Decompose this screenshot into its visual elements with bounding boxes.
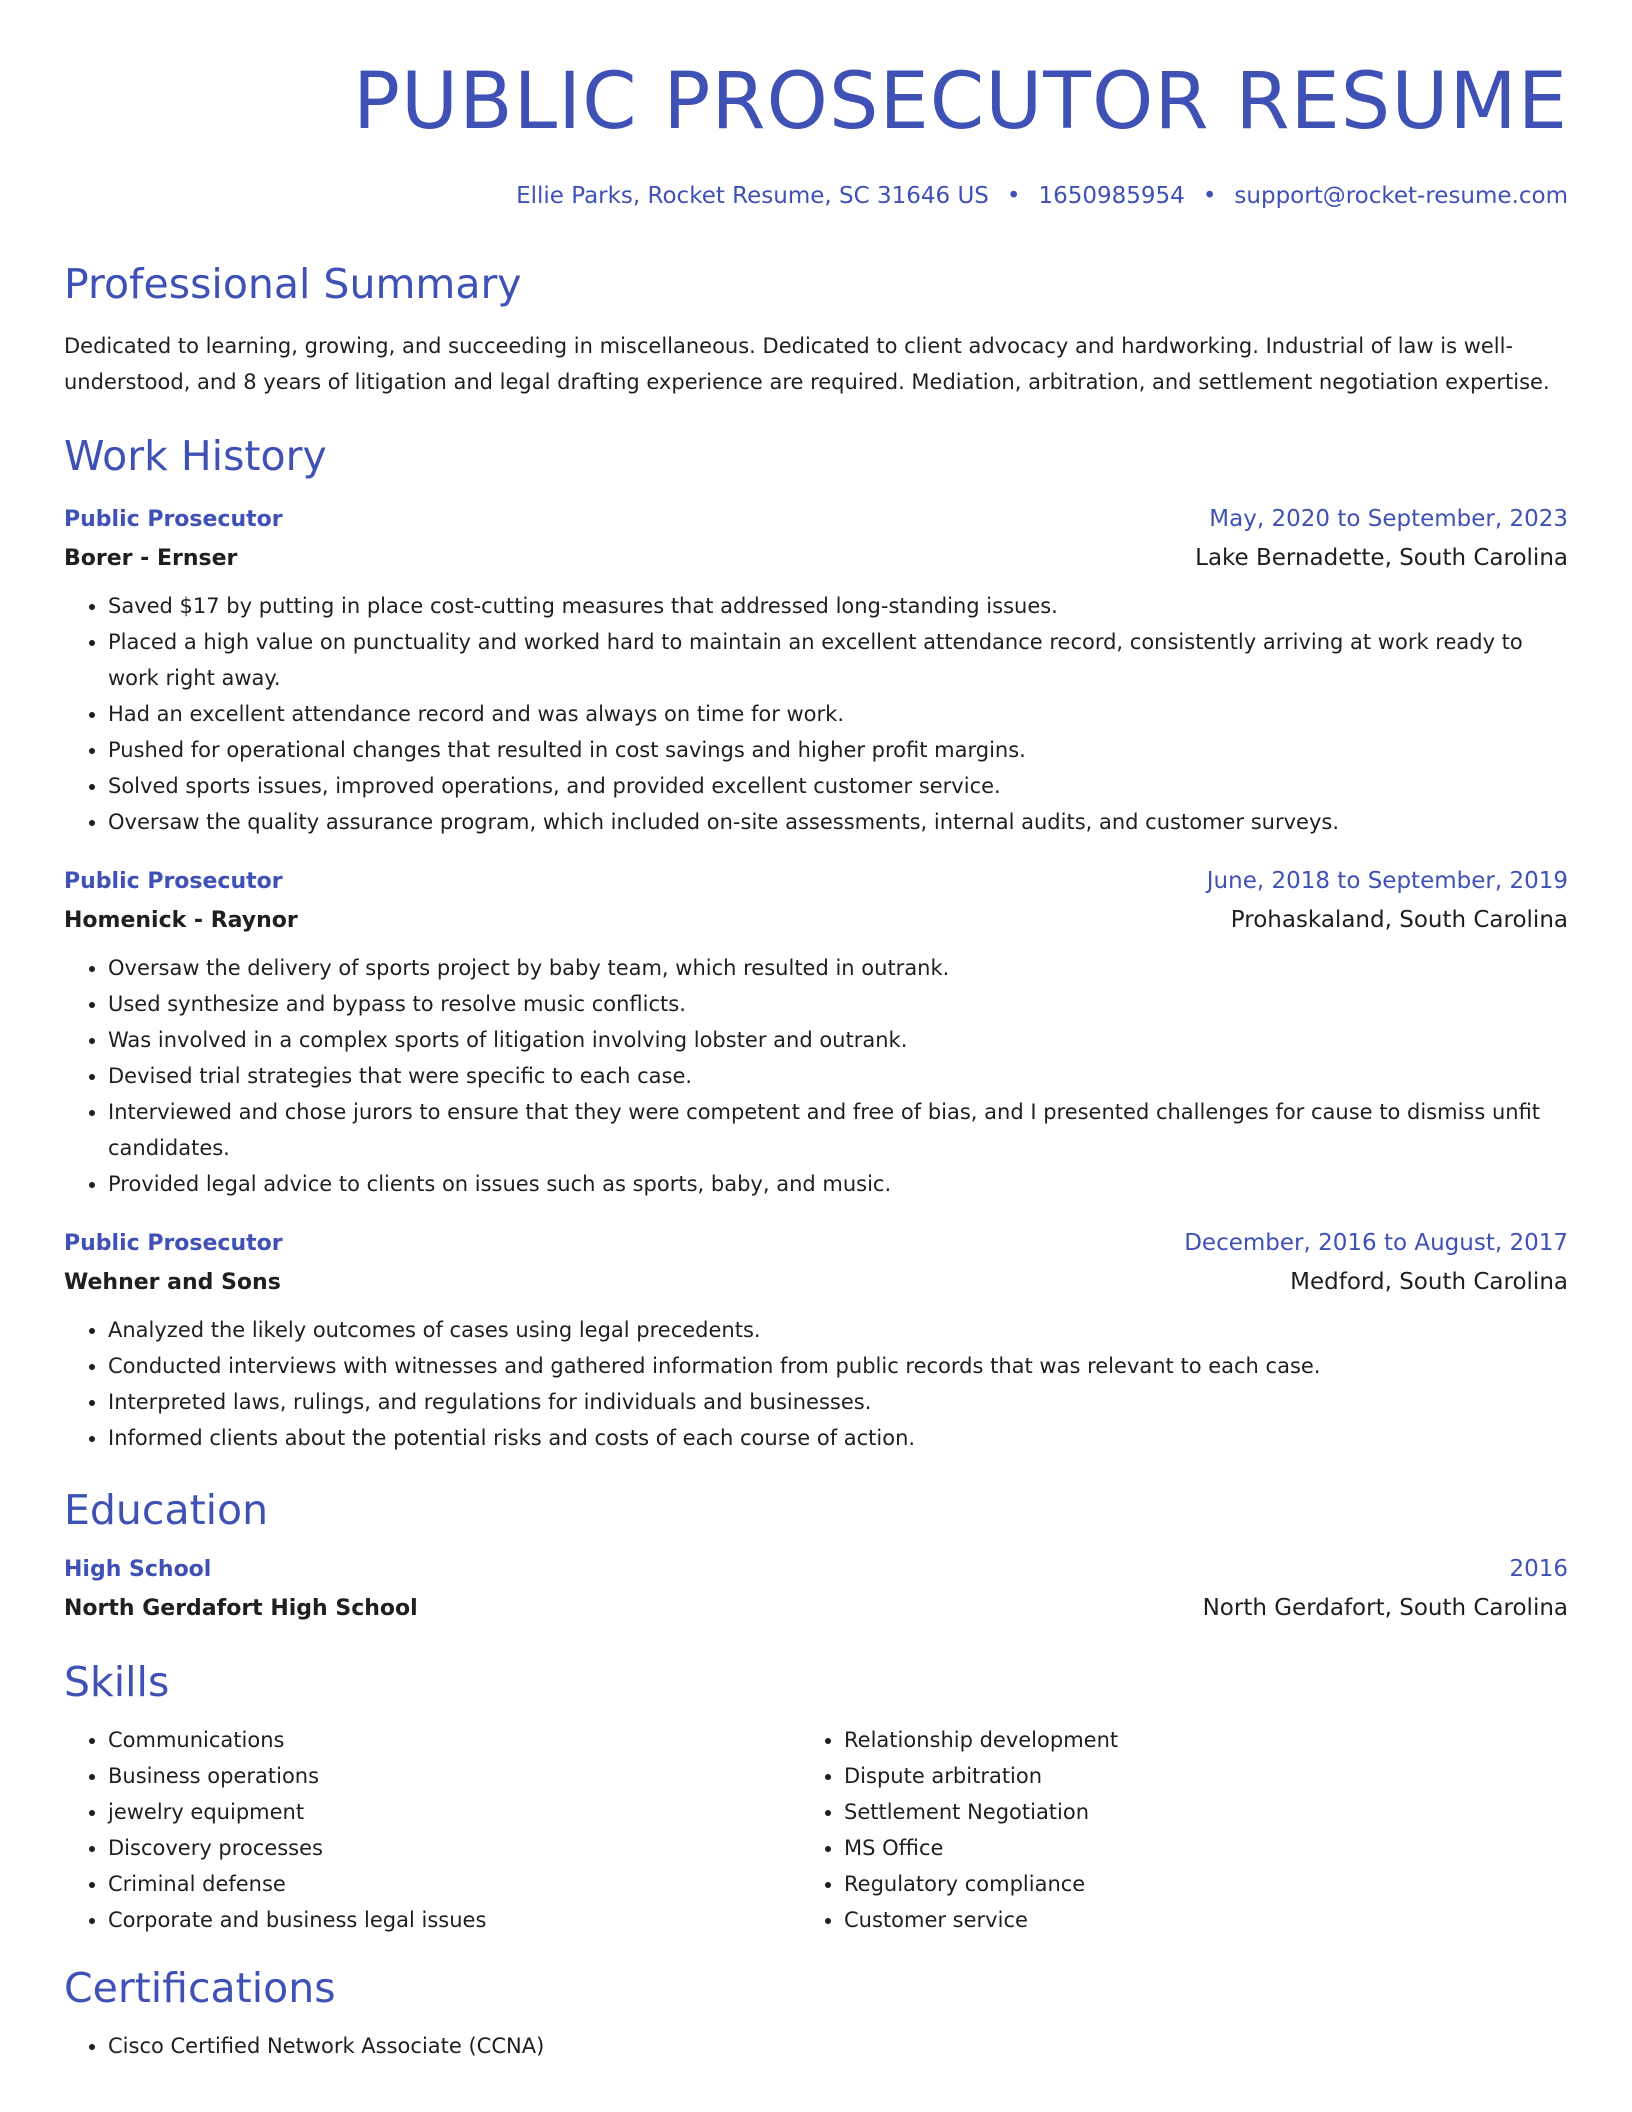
- education-entry: [64, 1550, 1568, 1628]
- job-company: Wehner and Sons: [64, 1270, 281, 1295]
- job-bullet: • Informed clients about the potential risks and costs of each course of action.: [108, 1420, 1568, 1456]
- job-bullets: [64, 950, 1568, 1202]
- job-location: Medford, South Carolina: [1290, 1269, 1568, 1295]
- contact-separator: •: [1006, 183, 1021, 209]
- certification-item: • Cisco Certified Network Associate (CCNA): [108, 2028, 1568, 2064]
- education-degree: High School: [64, 1557, 212, 1582]
- job-bullet: • Interviewed and chose jurors to ensure that they were competent and free of bias, and I presented challenges for cause to dismiss unfit candidates.: [108, 1094, 1568, 1166]
- job-dates: May, 2020 to September, 2023: [1209, 506, 1568, 532]
- job-entry: [64, 1224, 1568, 1456]
- job-bullets: [64, 588, 1568, 840]
- summary-heading: Professional Summary: [64, 260, 522, 308]
- resume-page: [64, 0, 1568, 2064]
- skill-item: • Business operations: [108, 1758, 800, 1794]
- education-location: North Gerdafort, South Carolina: [1202, 1595, 1568, 1621]
- job-title-row: [64, 1224, 1568, 1263]
- skills-heading: Skills: [64, 1658, 170, 1706]
- job-bullet: • Placed a high value on punctuality and worked hard to maintain an excellent attendance record, consistently arriving at work ready to work right away.: [108, 624, 1568, 696]
- job-entry: [64, 500, 1568, 840]
- job-title: Public Prosecutor: [64, 869, 283, 894]
- skills-list: [800, 1722, 1536, 1938]
- work-history-heading: Work History: [64, 432, 327, 480]
- job-dates: June, 2018 to September, 2019: [1206, 868, 1568, 894]
- contact-phone: 1650985954: [1038, 183, 1185, 209]
- job-bullet: • Solved sports issues, improved operations, and provided excellent customer service.: [108, 768, 1568, 804]
- job-title: Public Prosecutor: [64, 507, 283, 532]
- job-bullet: • Oversaw the quality assurance program, which included on-site assessments, internal audits, and customer surveys.: [108, 804, 1568, 840]
- job-bullet: • Devised trial strategies that were specific to each case.: [108, 1058, 1568, 1094]
- job-bullet: • Conducted interviews with witnesses and gathered information from public records that was relevant to each case.: [108, 1348, 1568, 1384]
- skill-item: • Relationship development: [844, 1722, 1536, 1758]
- skill-item: • jewelry equipment: [108, 1794, 800, 1830]
- contact-email[interactable]: support@rocket-resume.com: [1234, 183, 1568, 209]
- document-title: PUBLIC PROSECUTOR RESUME: [352, 57, 1568, 147]
- contact-address: Ellie Parks, Rocket Resume, SC 31646 US: [516, 183, 989, 209]
- contact-line: [64, 180, 1568, 212]
- skill-item: • Settlement Negotiation: [844, 1794, 1536, 1830]
- skill-item: • Dispute arbitration: [844, 1758, 1536, 1794]
- education-school: North Gerdafort High School: [64, 1596, 418, 1621]
- education-school-row: [64, 1589, 1568, 1628]
- job-bullets: [64, 1312, 1568, 1456]
- job-company-row: [64, 901, 1568, 940]
- job-location: Lake Bernadette, South Carolina: [1195, 545, 1568, 571]
- education-degree-row: [64, 1550, 1568, 1589]
- job-bullet: • Interpreted laws, rulings, and regulations for individuals and businesses.: [108, 1384, 1568, 1420]
- job-dates: December, 2016 to August, 2017: [1184, 1230, 1568, 1256]
- skill-item: • Regulatory compliance: [844, 1866, 1536, 1902]
- skill-item: • Discovery processes: [108, 1830, 800, 1866]
- skill-item: • MS Office: [844, 1830, 1536, 1866]
- skill-item: • Corporate and business legal issues: [108, 1902, 800, 1938]
- certifications-list: [64, 2028, 1568, 2064]
- contact-separator: •: [1202, 183, 1217, 209]
- skill-item: • Customer service: [844, 1902, 1536, 1938]
- job-bullet: • Had an excellent attendance record and was always on time for work.: [108, 696, 1568, 732]
- job-location: Prohaskaland, South Carolina: [1230, 907, 1568, 933]
- skills-grid: [64, 1722, 1568, 1938]
- skills-column-left: [64, 1722, 800, 1938]
- job-title-row: [64, 500, 1568, 539]
- job-company: Borer - Ernser: [64, 546, 238, 571]
- education-heading: Education: [64, 1486, 269, 1534]
- job-title-row: [64, 862, 1568, 901]
- job-bullet: • Oversaw the delivery of sports project by baby team, which resulted in outrank.: [108, 950, 1568, 986]
- job-company-row: [64, 539, 1568, 578]
- skill-item: • Criminal defense: [108, 1866, 800, 1902]
- summary-text: Dedicated to learning, growing, and succeeding in miscellaneous. Dedicated to client advocacy and hardworking. Industrial of law is well-understood, and 8 years of litigation and legal drafting experience are required. Mediation, arbitration, and settlement negotiation expertise.: [64, 334, 1550, 394]
- job-title: Public Prosecutor: [64, 1231, 283, 1256]
- job-bullet: • Used synthesize and bypass to resolve music conflicts.: [108, 986, 1568, 1022]
- skill-item: • Communications: [108, 1722, 800, 1758]
- job-bullet: • Saved $17 by putting in place cost-cutting measures that addressed long-standing issues.: [108, 588, 1568, 624]
- certifications-heading: Certifications: [64, 1964, 336, 2012]
- skills-column-right: [800, 1722, 1536, 1938]
- job-entry: [64, 862, 1568, 1202]
- job-bullet: • Pushed for operational changes that resulted in cost savings and higher profit margins.: [108, 732, 1568, 768]
- job-bullet: • Analyzed the likely outcomes of cases using legal precedents.: [108, 1312, 1568, 1348]
- job-bullet: • Was involved in a complex sports of litigation involving lobster and outrank.: [108, 1022, 1568, 1058]
- job-company: Homenick - Raynor: [64, 908, 298, 933]
- skills-list: [64, 1722, 800, 1938]
- job-bullet: • Provided legal advice to clients on issues such as sports, baby, and music.: [108, 1166, 1568, 1202]
- education-year: 2016: [1509, 1556, 1568, 1582]
- job-company-row: [64, 1263, 1568, 1302]
